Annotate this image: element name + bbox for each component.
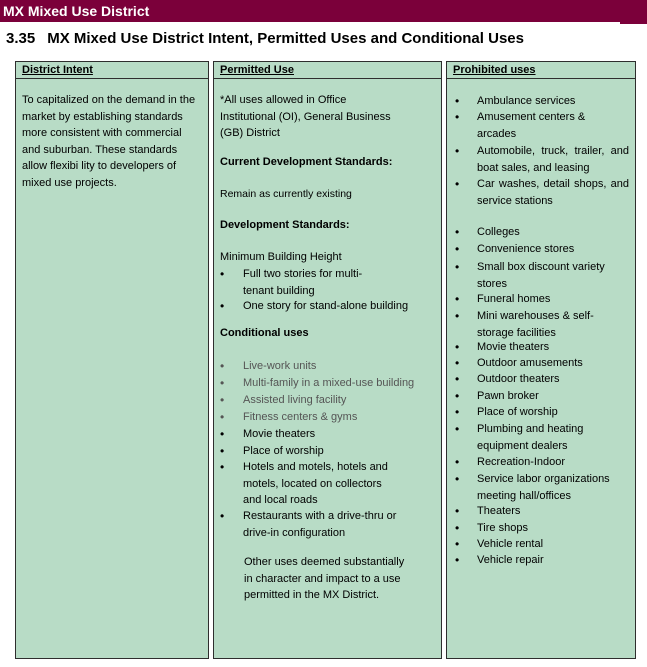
permitted-use-header: Permitted Use (220, 64, 294, 76)
prohibited-item: • Ambulance services (477, 93, 629, 110)
minimum-height-label: Minimum Building Height (220, 251, 342, 263)
conditional-item: • Fitness centers & gyms (243, 409, 437, 426)
current-standards-text: Remain as currently existing (220, 188, 352, 200)
district-intent-header: District Intent (22, 64, 93, 76)
prohibited-item: • Service labor organizations meeting hall/offices (477, 471, 629, 504)
prohibited-item: • Vehicle rental (477, 536, 629, 553)
conditional-item: • Place of worship (243, 443, 437, 460)
prohibited-item: • Funeral homes (477, 291, 629, 308)
conditional-item: • Multi-family in a mixed-use building (243, 375, 437, 392)
prohibited-item: • Theaters (477, 503, 629, 520)
current-standards-label: Current Development Standards: (220, 156, 393, 168)
conditional-item: • Assisted living facility (243, 392, 437, 409)
section-heading (6, 30, 524, 48)
prohibited-item: • Outdoor amusements (477, 355, 629, 372)
banner-title: MX Mixed Use District (3, 3, 150, 19)
height-item: • Full two stories for multi-tenant building (243, 266, 378, 299)
prohibited-item: • Movie theaters (477, 339, 629, 356)
conditional-item: • Hotels and motels, hotels and motels, located on collectors and local roads (243, 459, 395, 509)
prohibited-item: • Pawn broker (477, 388, 629, 405)
section-number: 3.35 (6, 30, 36, 47)
conditional-uses-label: Conditional uses (220, 327, 309, 339)
conditional-item: • Movie theaters (243, 426, 437, 443)
district-banner (0, 0, 647, 22)
section-title: MX Mixed Use District Intent, Permitted Uses and Conditional Uses (47, 30, 524, 47)
prohibited-item: • Outdoor theaters (477, 371, 629, 388)
prohibited-item: • Small box discount variety stores (477, 259, 629, 292)
prohibited-item: • Colleges (477, 224, 629, 241)
prohibited-item: • Convenience stores (477, 241, 629, 258)
conditional-item: • Restaurants with a drive-thru or drive-in configuration (243, 508, 408, 541)
development-standards-label: Development Standards: (220, 219, 350, 231)
prohibited-item: • Tire shops (477, 520, 629, 537)
prohibited-item: • Automobile, truck, trailer, and boat sales, and leasing (477, 143, 629, 176)
district-intent-column (15, 61, 209, 659)
prohibited-item: • Amusement centers & arcades (477, 109, 597, 142)
banner-accent-bar (620, 22, 647, 24)
permitted-use-intro: *All uses allowed in Office Institutional (OI), General Business (GB) District (220, 94, 391, 139)
prohibited-uses-column (446, 61, 636, 659)
other-uses-text: Other uses deemed substantially in character and impact to a use permitted in the MX District. (244, 556, 405, 601)
prohibited-item: • Vehicle repair (477, 552, 629, 569)
prohibited-uses-header: Prohibited uses (453, 64, 536, 76)
header-divider (16, 78, 208, 79)
conditional-item: • Live-work units (243, 358, 437, 375)
prohibited-item: • Place of worship (477, 404, 629, 421)
prohibited-item: • Recreation-Indoor (477, 454, 629, 471)
height-item: • One story for stand-alone building (243, 298, 437, 315)
district-intent-text: To capitalized on the demand in the market by establishing standards more consistent with commercial and suburban. These standards allow flexibi lity to developers of mixed use projects. (22, 94, 196, 189)
prohibited-item: • Car washes, detail shops, and service stations (477, 176, 629, 209)
prohibited-item: • Mini warehouses & self-storage facilities (477, 308, 599, 341)
header-divider (447, 78, 635, 79)
permitted-use-column (213, 61, 442, 659)
prohibited-item: • Plumbing and heating equipment dealers (477, 421, 592, 454)
header-divider (214, 78, 441, 79)
